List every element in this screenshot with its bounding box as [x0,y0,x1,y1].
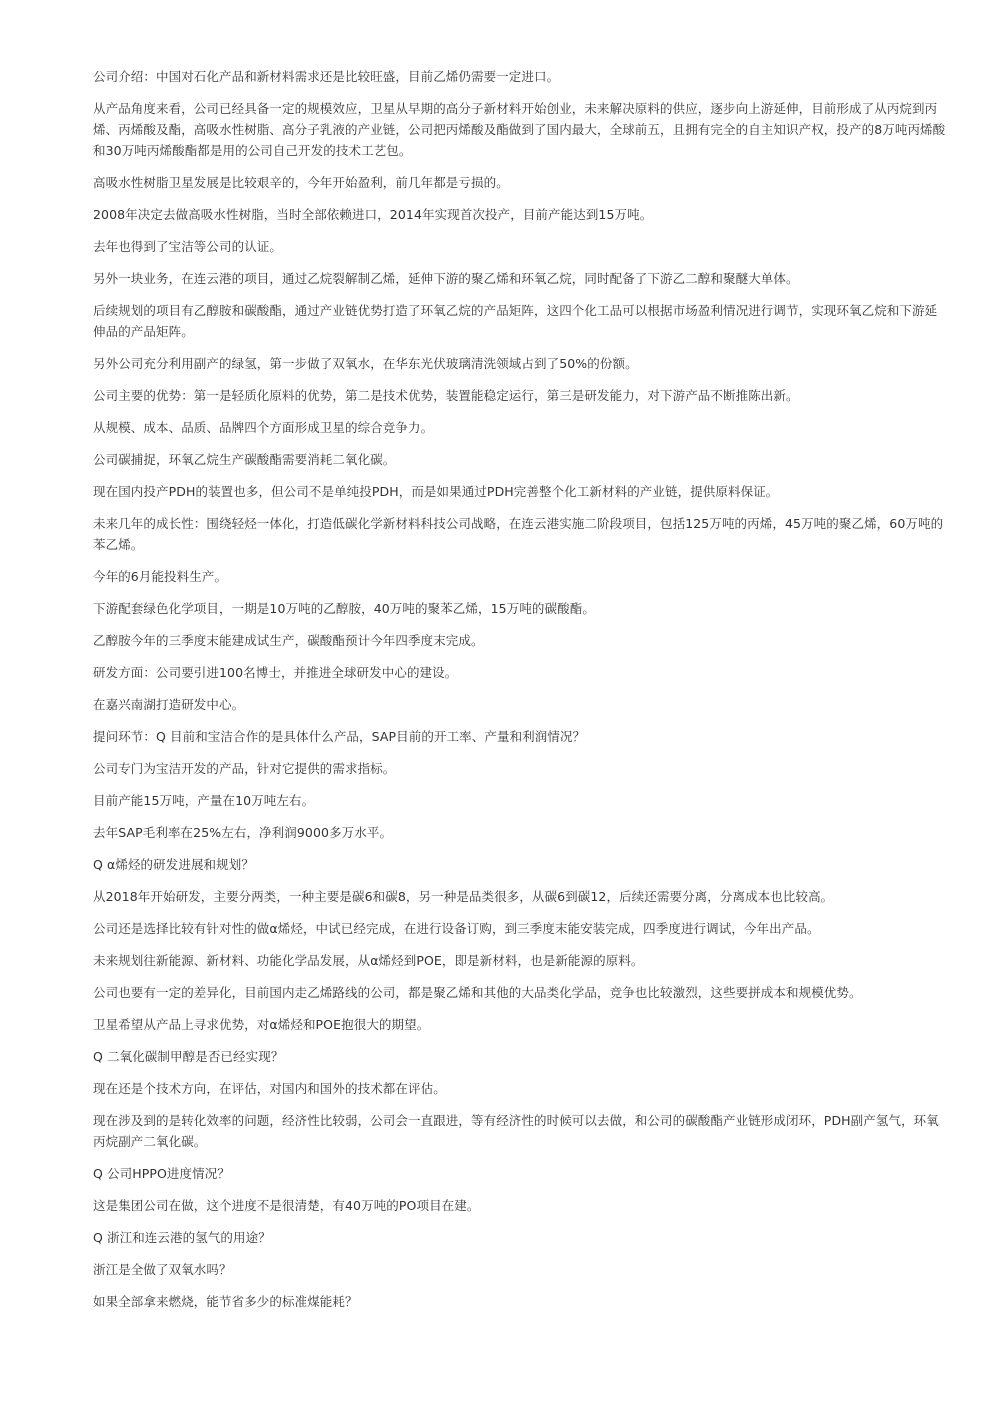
paragraph: 未来规划往新能源、新材料、功能化学品发展，从α烯烃到POE，即是新材料，也是新能源的原料。 [93,953,644,968]
paragraph: 公司介绍：中国对石化产品和新材料需求还是比较旺盛，目前乙烯仍需要一定进口。 [93,69,560,84]
paragraph: 卫星希望从产品上寻求优势，对α烯烃和POE抱很大的期望。 [93,1017,430,1032]
paragraph: 公司专门为宝洁开发的产品，针对它提供的需求指标。 [93,761,396,776]
paragraph: 另外一块业务，在连云港的项目，通过乙烷裂解制乙烯，延伸下游的聚乙烯和环氧乙烷，同时配备了下游乙二醇和聚醚大单体。 [93,271,799,286]
paragraph: 公司碳捕捉，环氧乙烷生产碳酸酯需要消耗二氧化碳。 [93,452,396,467]
paragraph: 现在涉及到的是转化效率的问题，经济性比较弱，公司会一直跟进，等有经济性的时候可以去做，和公司的碳酸酯产业链形成闭环，PDH副产氢气，环氧丙烷副产二氧化碳。 [93,1113,939,1149]
question-paragraph: Q 浙江和连云港的氢气的用途？ [93,1230,271,1245]
paragraph: 公司也要有一定的差异化，目前国内走乙烯路线的公司，都是聚乙烯和其他的大品类化学品，竞争也比较激烈，这些要拼成本和规模优势。 [93,985,862,1000]
paragraph: 浙江是全做了双氧水吗？ [93,1262,232,1277]
paragraph: 乙醇胺今年的三季度末能建成试生产，碳酸酯预计今年四季度末完成。 [93,633,484,648]
question-paragraph: Q 公司HPPO进度情况？ [93,1166,230,1181]
paragraph: 在嘉兴南湖打造研发中心。 [93,697,245,712]
paragraph: 高吸水性树脂卫星发展是比较艰辛的，今年开始盈利，前几年都是亏损的。 [93,175,509,190]
paragraph: 下游配套绿色化学项目，一期是10万吨的乙醇胺，40万吨的聚苯乙烯，15万吨的碳酸酯。 [93,601,595,616]
paragraph: 去年SAP毛利率在25%左右，净利润9000多万水平。 [93,825,393,840]
paragraph: 现在还是个技术方向，在评估，对国内和国外的技术都在评估。 [93,1081,446,1096]
paragraph: 从规模、成本、品质、品牌四个方面形成卫星的综合竞争力。 [93,420,434,435]
question-paragraph: Q α烯烃的研发进展和规划？ [93,857,254,872]
paragraph: 今年的6月能投料生产。 [93,569,228,584]
paragraph: 2008年决定去做高吸水性树脂，当时全部依赖进口，2014年实现首次投产，目前产能达到15万吨。 [93,207,653,222]
paragraph: 这是集团公司在做，这个进度不是很清楚，有40万吨的PO项目在建。 [93,1198,480,1213]
question-paragraph: Q 二氧化碳制甲醇是否已经实现？ [93,1049,284,1064]
paragraph: 公司主要的优势：第一是轻质化原料的优势，第二是技术优势，装置能稳定运行，第三是研发能力，对下游产品不断推陈出新。 [93,388,799,403]
paragraph: 后续规划的项目有乙醇胺和碳酸酯，通过产业链优势打造了环氧乙烷的产品矩阵，这四个化工品可以根据市场盈利情况进行调节，实现环氧乙烷和下游延伸品的产品矩阵。 [93,303,938,339]
paragraph: 从2018年开始研发，主要分两类，一种主要是碳6和碳8，另一种是品类很多，从碳6到碳12，后续还需要分离，分离成本也比较高。 [93,889,834,904]
paragraph: 另外公司充分利用副产的绿氢，第一步做了双氧水，在华东光伏玻璃清洗领域占到了50%的份额。 [93,356,638,371]
paragraph: 未来几年的成长性：围绕轻烃一体化，打造低碳化学新材料科技公司战略，在连云港实施二阶段项目，包括125万吨的丙烯，45万吨的聚乙烯，60万吨的苯乙烯。 [93,516,944,552]
paragraph: 现在国内投产PDH的装置也多，但公司不是单纯投PDH，而是如果通过PDH完善整个化工新材料的产业链，提供原料保证。 [93,484,779,499]
paragraph: 公司还是选择比较有针对性的做α烯烃，中试已经完成，在进行设备订购，到三季度末能安装完成，四季度进行调试，今年出产品。 [93,921,820,936]
paragraph: 目前产能15万吨，产量在10万吨左右。 [93,793,315,808]
paragraph: 研发方面：公司要引进100名博士，并推进全球研发中心的建设。 [93,665,458,680]
question-paragraph: 提问环节：Q 目前和宝洁合作的是具体什么产品，SAP目前的开工率、产量和利润情况？ [93,729,586,744]
paragraph: 去年也得到了宝洁等公司的认证。 [93,239,283,254]
paragraph: 从产品角度来看，公司已经具备一定的规模效应，卫星从早期的高分子新材料开始创业，未来解决原料的供应，逐步向上游延伸，目前形成了从丙烷到丙烯、丙烯酸及酯，高吸水性树脂、高分子乳液的产业链，公司把丙烯酸及酯做到了国内最大，全球前五，且拥有完全的自主知识产权，投产的8万吨丙烯酸和30万吨丙烯酸酯都是用的公司自己开发的技术工艺包。 [93,101,946,158]
paragraph: 如果全部拿来燃烧，能节省多少的标准煤能耗？ [93,1294,358,1309]
